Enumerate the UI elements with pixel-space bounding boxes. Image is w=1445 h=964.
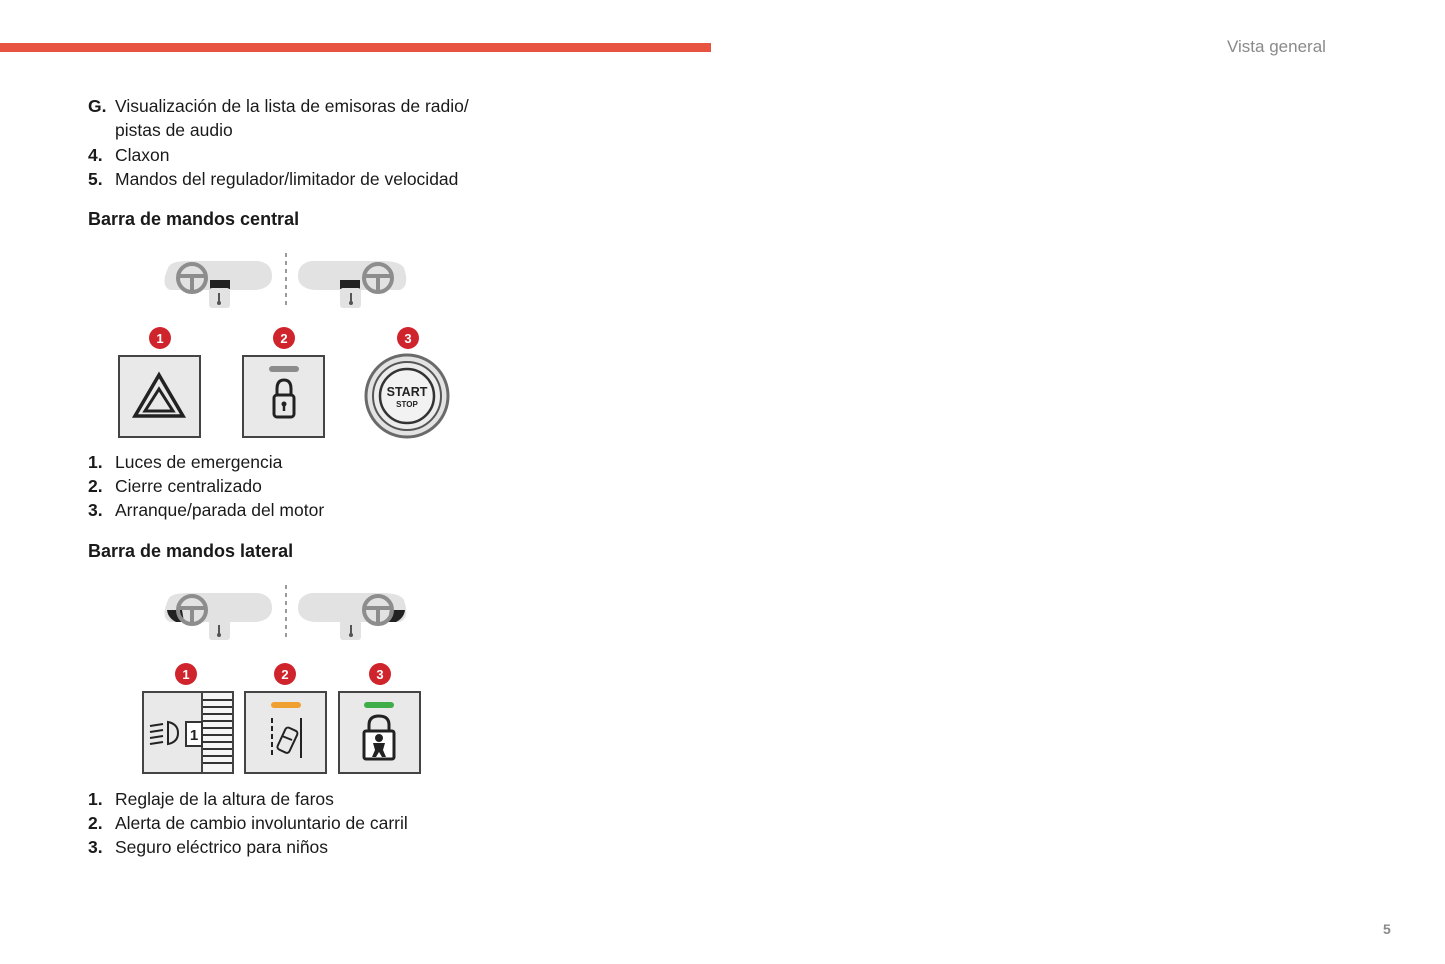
list-item-number: 4. — [88, 145, 103, 165]
list-item-number: 2. — [88, 813, 103, 833]
central-controls-figure — [110, 248, 470, 444]
list-item-number: 3. — [88, 500, 103, 520]
list-item-text: Mandos del regulador/limitador de velocidad — [115, 169, 459, 189]
dashboard-rhd-icon — [298, 261, 406, 308]
start-stop-button — [366, 355, 448, 437]
list-item — [88, 94, 495, 142]
badge-3 — [369, 663, 391, 685]
indicator-light — [271, 702, 301, 708]
section-title: Vista general — [1227, 37, 1326, 56]
list-item-text: Luces de emergencia — [115, 452, 283, 472]
stop-label: STOP — [396, 400, 418, 409]
list-item-number: 5. — [88, 169, 103, 189]
header-accent-bar — [0, 43, 711, 52]
indicator-light — [269, 366, 299, 372]
list-item — [88, 474, 535, 498]
central-heading: Barra de mandos central — [88, 209, 300, 229]
list-item — [88, 787, 535, 811]
list-item-number: 1. — [88, 789, 103, 809]
headlamp-height-thumbwheel — [143, 692, 233, 773]
list-item-text: Visualización de la lista de emisoras de radio/ pistas de audio — [115, 96, 469, 140]
list-item-text: Claxon — [115, 145, 170, 165]
dashboard-lhd-icon — [164, 593, 272, 640]
badge-1 — [175, 663, 197, 685]
list-item — [88, 498, 535, 522]
lateral-heading: Barra de mandos lateral — [88, 541, 294, 561]
svg-text:2: 2 — [281, 667, 289, 682]
list-item — [88, 835, 535, 859]
lane-departure-button — [245, 692, 326, 773]
badge-3 — [397, 327, 419, 349]
list-item — [88, 143, 535, 167]
svg-text:1: 1 — [156, 331, 164, 346]
svg-text:3: 3 — [404, 331, 412, 346]
lateral-controls-figure — [110, 580, 470, 780]
list-item — [88, 450, 535, 474]
central-locking-button — [243, 356, 324, 437]
hazard-lights-button — [119, 356, 200, 437]
svg-text:2: 2 — [280, 331, 288, 346]
svg-text:1: 1 — [182, 667, 190, 682]
list-item-text: Alerta de cambio involuntario de carril — [115, 813, 408, 833]
list-item — [88, 811, 535, 835]
badge-2 — [274, 663, 296, 685]
child-lock-button — [339, 692, 420, 773]
list-item-text: Arranque/parada del motor — [115, 500, 325, 520]
badge-2 — [273, 327, 295, 349]
list-item-number: G. — [88, 96, 107, 116]
list-item-number: 1. — [88, 452, 103, 472]
indicator-light — [364, 702, 394, 708]
page-number: 5 — [1383, 921, 1391, 937]
headlamp-level-value: 1 — [189, 727, 199, 744]
list-item — [88, 167, 535, 191]
list-item-number: 2. — [88, 476, 103, 496]
list-item-text: Reglaje de la altura de faros — [115, 789, 334, 809]
badge-1 — [149, 327, 171, 349]
list-item-text: Cierre centralizado — [115, 476, 262, 496]
dashboard-rhd-icon — [298, 593, 406, 640]
list-item-number: 3. — [88, 837, 103, 857]
start-label: START — [386, 385, 428, 399]
dashboard-lhd-icon — [164, 261, 272, 308]
svg-text:3: 3 — [376, 667, 384, 682]
list-item-text: Seguro eléctrico para niños — [115, 837, 329, 857]
